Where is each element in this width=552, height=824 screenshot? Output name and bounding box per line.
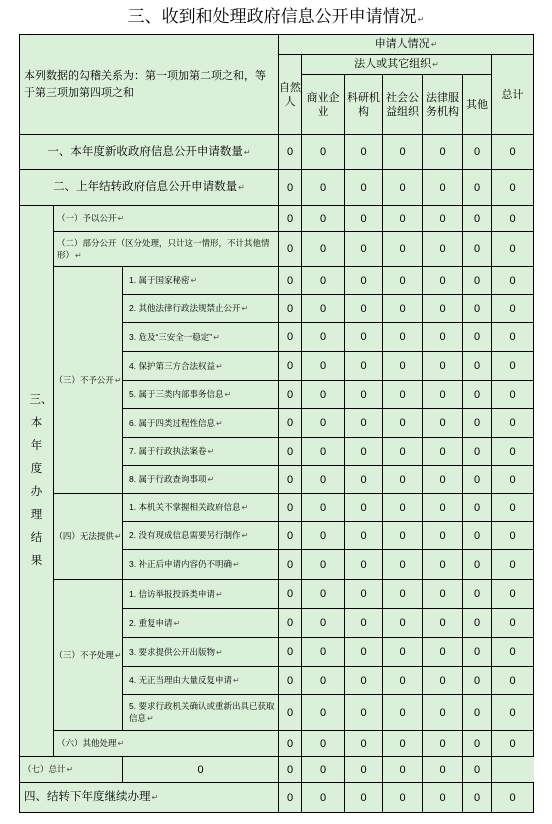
application-table — [19, 34, 534, 813]
value-cell: 0 — [302, 381, 345, 409]
value-cell: 0 — [302, 170, 345, 206]
return-mark: ↵ — [75, 250, 82, 260]
value-cell: 0 — [463, 438, 492, 466]
value-cell: 0 — [279, 267, 302, 295]
value-cell: 0 — [302, 695, 345, 731]
value-cell: 0 — [279, 609, 302, 638]
value-cell: 0 — [463, 323, 492, 352]
return-mark: ↵ — [114, 375, 122, 385]
return-mark: ↵ — [241, 503, 249, 512]
row-label: 2. 没有现成信息需要另行制作↵ — [123, 522, 279, 550]
row-label: 1. 本机关不掌握相关政府信息↵ — [123, 494, 279, 522]
value-cell: 0 — [383, 267, 423, 295]
row-label: 8. 属于行政查询事项↵ — [123, 466, 279, 494]
total-header: 总计 — [492, 55, 534, 135]
value-cell: 0 — [345, 381, 383, 409]
value-cell: 0 — [383, 135, 423, 170]
table-row — [20, 232, 534, 267]
value-cell: 0 — [345, 438, 383, 466]
value-cell: 0 — [345, 323, 383, 352]
value-cell: 0 — [279, 381, 302, 409]
value-cell: 0 — [383, 381, 423, 409]
row-label: 7. 属于行政执法案卷↵ — [123, 438, 279, 466]
return-mark: ↵ — [417, 15, 425, 24]
value-cell: 0 — [302, 550, 345, 580]
value-cell: 0 — [463, 267, 492, 295]
value-cell: 0 — [492, 323, 534, 352]
row-label: 2. 其他法律行政法规禁止公开↵ — [123, 295, 279, 323]
value-cell: 0 — [492, 731, 534, 757]
value-cell: 0 — [423, 170, 463, 206]
value-cell: 0 — [492, 695, 534, 731]
table-row — [20, 494, 534, 522]
table-row — [20, 206, 534, 232]
value-cell: 0 — [463, 609, 492, 638]
value-cell: 0 — [345, 638, 383, 667]
value-cell: 0 — [279, 295, 302, 323]
row-label: 一、本年度新收政府信息公开申请数量↵ — [20, 135, 279, 170]
not-handle-label: （三）不予处理↵ — [54, 580, 123, 731]
value-cell: 0 — [383, 409, 423, 438]
applicant-header: 申请人情况↵ — [279, 35, 534, 55]
value-cell: 0 — [279, 667, 302, 695]
table-row — [20, 731, 534, 757]
row-label: 四、结转下年度继续办理↵ — [20, 783, 279, 813]
value-cell: 0 — [463, 580, 492, 609]
value-cell: 0 — [423, 783, 463, 813]
value-cell: 0 — [492, 466, 534, 494]
return-mark: ↵ — [66, 765, 74, 774]
return-mark: ↵ — [232, 560, 240, 569]
value-cell: 0 — [302, 323, 345, 352]
value-cell: 0 — [383, 695, 423, 731]
return-mark: ↵ — [430, 40, 438, 49]
return-mark: ↵ — [224, 390, 232, 399]
value-cell: 0 — [423, 352, 463, 381]
table-row — [20, 757, 534, 783]
value-cell: 0 — [423, 757, 463, 783]
value-cell: 0 — [423, 667, 463, 695]
value-cell: 0 — [383, 609, 423, 638]
value-cell: 0 — [345, 494, 383, 522]
value-cell: 0 — [463, 550, 492, 580]
value-cell: 0 — [302, 267, 345, 295]
value-cell: 0 — [279, 494, 302, 522]
value-cell: 0 — [383, 295, 423, 323]
value-cell: 0 — [302, 783, 345, 813]
value-cell: 0 — [463, 295, 492, 323]
row-label: （七）总计↵ — [20, 757, 123, 783]
return-mark: ↵ — [151, 793, 159, 802]
value-cell: 0 — [383, 170, 423, 206]
value-cell: 0 — [492, 206, 534, 232]
value-cell: 0 — [423, 409, 463, 438]
value-cell: 0 — [279, 466, 302, 494]
value-cell: 0 — [463, 731, 492, 757]
value-cell: 0 — [302, 352, 345, 381]
value-cell: 0 — [383, 638, 423, 667]
value-cell: 0 — [279, 206, 302, 232]
value-cell: 0 — [302, 522, 345, 550]
other-header: 其他 — [463, 75, 492, 135]
value-cell: 0 — [492, 783, 534, 813]
value-cell: 0 — [463, 757, 492, 783]
value-cell: 0 — [492, 522, 534, 550]
value-cell: 0 — [279, 232, 302, 267]
value-cell: 0 — [345, 550, 383, 580]
return-mark: ↵ — [114, 650, 122, 660]
value-cell: 0 — [463, 409, 492, 438]
value-cell: 0 — [302, 232, 345, 267]
row-label: 5. 要求行政机关确认或重新出具已获取信息↵ — [123, 695, 279, 731]
value-cell: 0 — [383, 667, 423, 695]
value-cell: 0 — [463, 494, 492, 522]
row-label: 3. 要求提供公开出版物↵ — [123, 638, 279, 667]
value-cell: 0 — [463, 232, 492, 267]
value-cell: 0 — [345, 609, 383, 638]
value-cell: 0 — [423, 381, 463, 409]
value-cell: 0 — [383, 550, 423, 580]
value-cell: 0 — [345, 295, 383, 323]
relation-note: 本列数据的勾稽关系为：第一项加第二项之和，等于第三项加第四项之和 — [20, 35, 279, 135]
value-cell: 0 — [302, 494, 345, 522]
return-mark: ↵ — [215, 589, 223, 599]
value-cell: 0 — [463, 522, 492, 550]
value-cell: 0 — [423, 522, 463, 550]
application-table-wrapper — [19, 34, 533, 813]
value-cell: 0 — [345, 352, 383, 381]
value-cell: 0 — [383, 757, 423, 783]
value-cell: 0 — [383, 466, 423, 494]
value-cell: 0 — [423, 638, 463, 667]
research-header: 科研机构 — [345, 75, 383, 135]
value-cell: 0 — [423, 206, 463, 232]
value-cell: 0 — [383, 323, 423, 352]
return-mark: ↵ — [147, 714, 154, 723]
value-cell: 0 — [423, 232, 463, 267]
value-cell: 0 — [492, 352, 534, 381]
value-cell: 0 — [423, 438, 463, 466]
value-cell: 0 — [345, 667, 383, 695]
value-cell: 0 — [423, 580, 463, 609]
value-cell: 0 — [463, 135, 492, 170]
value-cell: 0 — [492, 667, 534, 695]
value-cell: 0 — [423, 550, 463, 580]
value-cell: 0 — [279, 695, 302, 731]
value-cell: 0 — [302, 409, 345, 438]
row-label: 3. 危及“三安全一稳定”↵ — [123, 323, 279, 352]
return-mark: ↵ — [232, 676, 240, 685]
value-cell: 0 — [279, 550, 302, 580]
value-cell: 0 — [463, 695, 492, 731]
value-cell: 0 — [423, 135, 463, 170]
value-cell: 0 — [345, 206, 383, 232]
value-cell: 0 — [492, 580, 534, 609]
value-cell: 0 — [279, 783, 302, 813]
social-header: 社会公益组织 — [383, 75, 423, 135]
table-row — [20, 267, 534, 295]
value-cell: 0 — [423, 695, 463, 731]
value-cell: 0 — [302, 295, 345, 323]
value-cell: 0 — [463, 381, 492, 409]
value-cell: 0 — [463, 352, 492, 381]
value-cell: 0 — [345, 522, 383, 550]
value-cell: 0 — [345, 466, 383, 494]
value-cell: 0 — [492, 494, 534, 522]
value-cell: 0 — [492, 135, 534, 170]
value-cell: 0 — [383, 232, 423, 267]
value-cell: 0 — [492, 409, 534, 438]
value-cell: 0 — [279, 409, 302, 438]
value-cell: 0 — [302, 135, 345, 170]
row-label: （二）部分公开（区分处理，只计这一情形，不计其他情形）↵ — [54, 232, 279, 267]
value-cell: 0 — [302, 580, 345, 609]
row-label: 1. 属于国家秘密↵ — [123, 267, 279, 295]
row-label: 4. 无正当理由大量反复申请↵ — [123, 667, 279, 695]
value-cell: 0 — [279, 731, 302, 757]
value-cell: 0 — [302, 466, 345, 494]
value-cell: 0 — [383, 580, 423, 609]
business-header: 商业企业 — [302, 75, 345, 135]
return-mark: ↵ — [207, 475, 215, 484]
value-cell: 0 — [345, 170, 383, 206]
value-cell: 0 — [383, 206, 423, 232]
value-cell: 0 — [463, 638, 492, 667]
value-cell: 0 — [423, 323, 463, 352]
value-cell: 0 — [423, 466, 463, 494]
value-cell: 0 — [423, 609, 463, 638]
value-cell: 0 — [302, 609, 345, 638]
value-cell: 0 — [345, 267, 383, 295]
table-row — [20, 170, 534, 206]
value-cell: 0 — [302, 757, 345, 783]
value-cell: 0 — [463, 466, 492, 494]
value-cell: 0 — [302, 438, 345, 466]
value-cell: 0 — [383, 352, 423, 381]
value-cell: 0 — [345, 580, 383, 609]
row-label: （一）予以公开↵ — [54, 206, 279, 232]
value-cell: 0 — [492, 232, 534, 267]
row-label: 1. 信访举报投诉类申请↵ — [123, 580, 279, 609]
value-cell: 0 — [302, 731, 345, 757]
value-cell: 0 — [463, 667, 492, 695]
return-mark: ↵ — [207, 447, 215, 456]
value-cell: 0 — [492, 609, 534, 638]
row-label: 4. 保护第三方合法权益↵ — [123, 352, 279, 381]
return-mark: ↵ — [173, 618, 181, 628]
value-cell: 0 — [279, 438, 302, 466]
return-mark: ↵ — [241, 531, 249, 540]
return-mark: ↵ — [213, 332, 220, 342]
value-cell: 0 — [302, 638, 345, 667]
value-cell: 0 — [279, 135, 302, 170]
value-cell: 0 — [463, 170, 492, 206]
return-mark: ↵ — [238, 183, 245, 192]
value-cell: 0 — [345, 232, 383, 267]
value-cell: 0 — [383, 731, 423, 757]
value-cell: 0 — [492, 170, 534, 206]
legal-group-header: 法人或其它组织↵ — [302, 55, 492, 75]
table-row — [20, 135, 534, 170]
legal-service-header: 法律服务机构 — [423, 75, 463, 135]
result-group-label: 三、本年度办理结果 — [20, 206, 54, 757]
row-label: （六）其他处理↵ — [54, 731, 279, 757]
value-cell: 0 — [463, 206, 492, 232]
value-cell: 0 — [492, 638, 534, 667]
row-label: 2. 重复申请↵ — [123, 609, 279, 638]
row-label: 3. 补正后申请内容仍不明确↵ — [123, 550, 279, 580]
value-cell: 0 — [345, 757, 383, 783]
return-mark: ↵ — [215, 361, 223, 371]
table-row — [20, 580, 534, 609]
value-cell: 0 — [383, 494, 423, 522]
unable-label: （四）无法提供↵ — [54, 494, 123, 580]
value-cell: 0 — [279, 352, 302, 381]
value-cell: 0 — [423, 494, 463, 522]
return-mark: ↵ — [215, 418, 223, 428]
return-mark: ↵ — [114, 532, 122, 541]
value-cell: 0 — [279, 580, 302, 609]
return-mark: ↵ — [241, 304, 249, 313]
page-title: 三、收到和处理政府信息公开申请情况↵ — [0, 0, 552, 34]
value-cell: 0 — [383, 783, 423, 813]
value-cell: 0 — [345, 135, 383, 170]
return-mark: ↵ — [215, 647, 223, 657]
value-cell: 0 — [345, 731, 383, 757]
value-cell: 0 — [279, 323, 302, 352]
return-mark: ↵ — [432, 60, 439, 69]
value-cell: 0 — [279, 522, 302, 550]
value-cell: 0 — [423, 295, 463, 323]
value-cell: 0 — [492, 381, 534, 409]
table-row — [20, 783, 534, 813]
row-label: 6. 属于四类过程性信息↵ — [123, 409, 279, 438]
return-mark: ↵ — [190, 276, 198, 285]
value-cell: 0 — [423, 731, 463, 757]
value-cell: 0 — [345, 783, 383, 813]
value-cell: 0 — [279, 757, 302, 783]
value-cell: 0 — [302, 667, 345, 695]
value-cell: 0 — [123, 757, 279, 783]
value-cell: 0 — [492, 438, 534, 466]
not-public-label: （三）不予公开↵ — [54, 267, 123, 494]
row-label: 5. 属于三类内部事务信息↵ — [123, 381, 279, 409]
value-cell: 0 — [345, 695, 383, 731]
natural-person-header: 自然人 — [279, 55, 302, 135]
value-cell: 0 — [279, 170, 302, 206]
row-label: 二、上年结转政府信息公开申请数量↵ — [20, 170, 279, 206]
value-cell: 0 — [279, 638, 302, 667]
value-cell: 0 — [302, 206, 345, 232]
return-mark: ↵ — [117, 739, 125, 748]
value-cell: 0 — [423, 267, 463, 295]
value-cell: 0 — [492, 267, 534, 295]
value-cell: 0 — [383, 522, 423, 550]
return-mark: ↵ — [117, 214, 125, 223]
value-cell: 0 — [492, 295, 534, 323]
value-cell: 0 — [492, 550, 534, 580]
value-cell: 0 — [383, 438, 423, 466]
value-cell: 0 — [345, 409, 383, 438]
return-mark: ↵ — [243, 147, 251, 157]
value-cell: 0 — [463, 783, 492, 813]
